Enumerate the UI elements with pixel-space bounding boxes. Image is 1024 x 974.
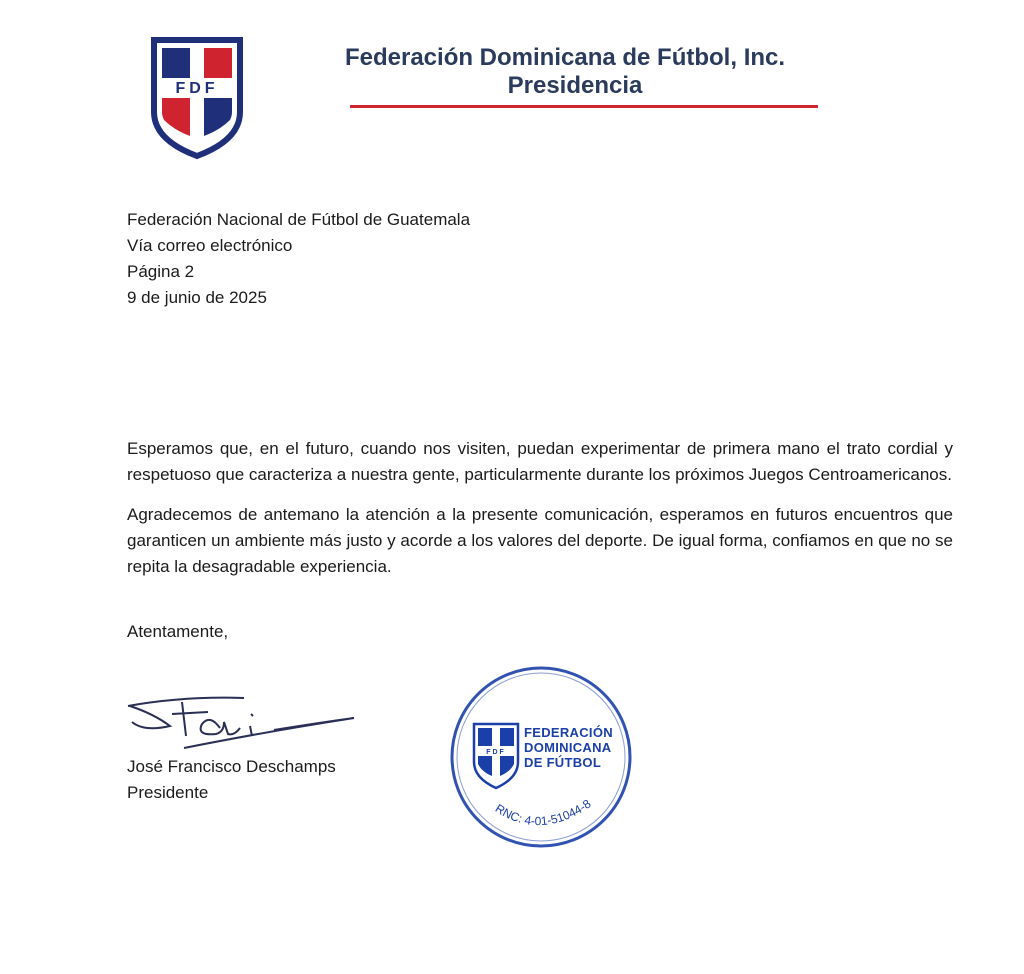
closing-salutation: Atentamente, — [127, 622, 229, 641]
signer-block — [127, 754, 336, 806]
seal-line-2: DOMINICANA — [524, 740, 612, 755]
body-paragraph-1: Esperamos que, en el futuro, cuando nos visiten, puedan experimentar de primera mano el trato cordial y respetuoso que caracteriza a nuestra gente, particularmente durante los próximos Juegos Centroamericanos. — [127, 439, 953, 484]
fdf-logo — [148, 36, 246, 160]
signer-title: Presidente — [127, 783, 209, 802]
signer-name: José Francisco Deschamps — [127, 757, 336, 776]
handwritten-signature — [124, 692, 364, 762]
recipient-block — [127, 207, 470, 311]
seal-line-1: FEDERACIÓN — [524, 725, 613, 740]
office-name: Presidencia — [507, 72, 643, 99]
seal-logo-letters: FDF — [486, 749, 506, 756]
svg-text:RNC: 4-01-51044-8 — [493, 796, 594, 828]
seal-text — [524, 725, 613, 770]
page-number: Página 2 — [127, 262, 195, 281]
seal-rnc: RNC: 4-01-51044-8 — [492, 796, 594, 829]
logo-letters: FDF — [175, 80, 219, 97]
delivery-method: Vía correo electrónico — [127, 236, 293, 255]
letter-date: 9 de junio de 2025 — [127, 288, 267, 307]
seal-line-3: DE FÚTBOL — [524, 755, 602, 770]
organization-name: Federación Dominicana de Fútbol, Inc. — [344, 44, 786, 71]
recipient-name: Federación Nacional de Fútbol de Guatemala — [127, 210, 471, 229]
letter-body — [127, 436, 953, 594]
body-paragraph-2: Agradecemos de antemano la atención a la presente comunicación, esperamos en futuros encuentros que garanticen un ambiente más justo y acorde a los valores del deporte. De igual forma, confiamos en que no se repita la desagradable experiencia. — [127, 505, 953, 576]
header-rule — [350, 105, 818, 108]
letterhead — [300, 44, 860, 100]
